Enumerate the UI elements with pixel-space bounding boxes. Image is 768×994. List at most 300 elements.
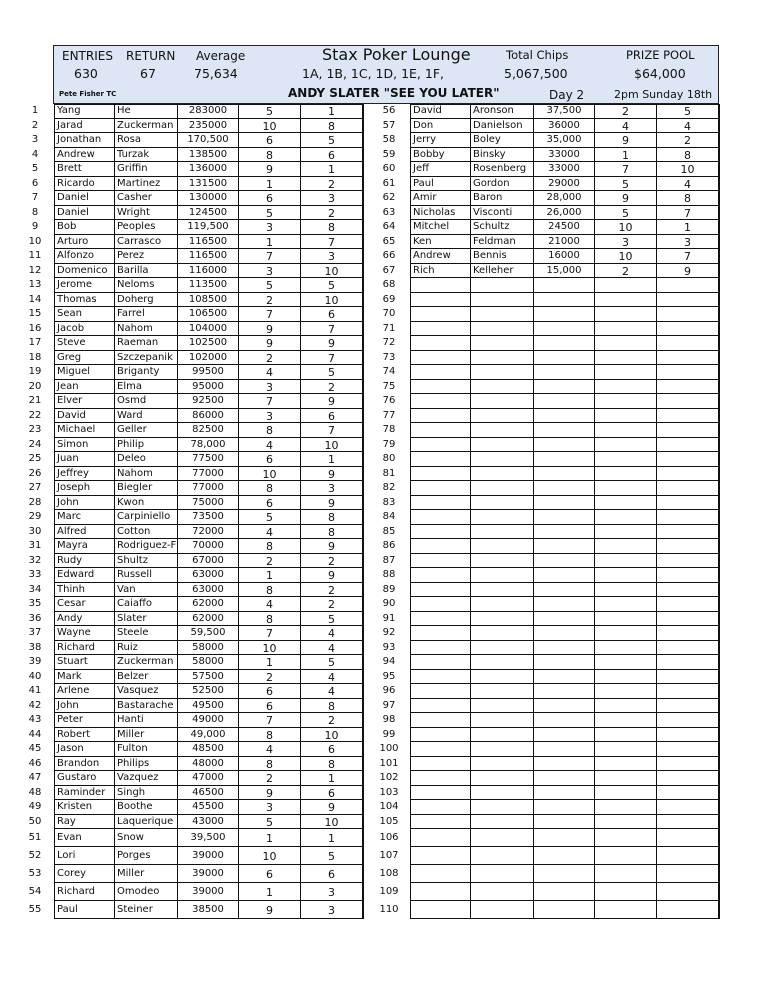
- table-no-cell: [595, 293, 657, 308]
- first-name-cell: [410, 829, 471, 847]
- row-number: 39: [28, 656, 42, 668]
- table-no-cell: [595, 568, 657, 583]
- table-no-cell: [595, 496, 657, 511]
- table-no-cell: 7: [239, 626, 301, 641]
- last-name-cell: [471, 713, 534, 728]
- row-number: 86: [382, 540, 396, 552]
- row-number: 23: [28, 424, 42, 436]
- table-no-cell: 3: [239, 264, 301, 279]
- row-number: 7: [31, 192, 39, 204]
- seat-no-cell: [657, 728, 719, 743]
- chips-cell: 102500: [178, 336, 239, 351]
- last-name-cell: [471, 771, 534, 786]
- first-name-cell: [410, 865, 471, 883]
- first-name-cell: Alfred: [54, 525, 115, 540]
- chips-cell: 70000: [178, 539, 239, 554]
- table-no-cell: [595, 815, 657, 830]
- seat-no-cell: 5: [301, 655, 363, 670]
- row-number: 61: [382, 177, 396, 189]
- last-name-cell: Shultz: [115, 554, 178, 569]
- seat-no-cell: 8: [657, 191, 719, 206]
- last-name-cell: Binsky: [471, 148, 534, 163]
- row-number: 15: [28, 308, 42, 320]
- chips-cell: [534, 539, 595, 554]
- seat-no-cell: 6: [301, 865, 363, 883]
- seat-no-cell: 1: [301, 771, 363, 786]
- row-number: 79: [382, 438, 396, 450]
- row-number: 68: [382, 279, 396, 291]
- first-name-cell: Sean: [54, 307, 115, 322]
- seat-no-cell: 4: [301, 641, 363, 656]
- table-no-cell: 9: [595, 133, 657, 148]
- table-no-cell: [595, 583, 657, 598]
- row-number: 12: [28, 264, 42, 276]
- return-value: 67: [140, 66, 156, 81]
- row-number: 75: [382, 380, 396, 392]
- last-name-cell: [471, 293, 534, 308]
- seat-no-cell: 8: [301, 119, 363, 134]
- last-name-cell: [471, 641, 534, 656]
- row-number: 63: [382, 206, 396, 218]
- last-name-cell: Schultz: [471, 220, 534, 235]
- row-number: 11: [28, 250, 42, 262]
- table-no-cell: [595, 597, 657, 612]
- table-no-cell: 10: [239, 119, 301, 134]
- chips-cell: [534, 699, 595, 714]
- seat-no-cell: 1: [301, 452, 363, 467]
- last-name-cell: Hanti: [115, 713, 178, 728]
- last-name-cell: Nahom: [115, 467, 178, 482]
- last-name-cell: [471, 539, 534, 554]
- chips-cell: [534, 365, 595, 380]
- seat-no-cell: [657, 583, 719, 598]
- last-name-cell: Farrel: [115, 307, 178, 322]
- chips-cell: [534, 496, 595, 511]
- table-no-cell: 5: [595, 177, 657, 192]
- last-name-cell: Miller: [115, 728, 178, 743]
- chips-cell: [534, 626, 595, 641]
- first-name-cell: [410, 742, 471, 757]
- seat-no-cell: 1: [301, 162, 363, 177]
- seat-no-cell: 2: [301, 554, 363, 569]
- chips-cell: 39000: [178, 883, 239, 901]
- first-name-cell: Jeff: [410, 162, 471, 177]
- seat-no-cell: 2: [301, 583, 363, 598]
- row-number: 60: [382, 163, 396, 175]
- row-number: 100: [379, 743, 399, 755]
- seat-no-cell: 9: [301, 568, 363, 583]
- table-no-cell: 1: [239, 568, 301, 583]
- last-name-cell: Van: [115, 583, 178, 598]
- seat-no-cell: 6: [301, 409, 363, 424]
- table-no-cell: [595, 351, 657, 366]
- first-name-cell: [410, 699, 471, 714]
- seat-no-cell: 4: [301, 684, 363, 699]
- seat-no-cell: 7: [301, 351, 363, 366]
- first-name-cell: [410, 525, 471, 540]
- table-no-cell: [595, 757, 657, 772]
- last-name-cell: Briganty: [115, 365, 178, 380]
- return-label: RETURN: [126, 49, 176, 63]
- table-no-cell: 1: [239, 177, 301, 192]
- seat-no-cell: [657, 684, 719, 699]
- last-name-cell: Rodriguez-F: [115, 539, 178, 554]
- row-number: 107: [379, 850, 399, 861]
- seat-no-cell: [657, 670, 719, 685]
- table-no-cell: 10: [595, 220, 657, 235]
- chips-cell: [534, 612, 595, 627]
- last-name-cell: Slater: [115, 612, 178, 627]
- chips-cell: 138500: [178, 148, 239, 163]
- row-number: 91: [382, 612, 396, 624]
- row-number: 27: [28, 482, 42, 494]
- chips-cell: 116500: [178, 249, 239, 264]
- chips-cell: [534, 351, 595, 366]
- table-no-cell: 8: [239, 481, 301, 496]
- last-name-cell: Snow: [115, 829, 178, 847]
- first-name-cell: [410, 847, 471, 865]
- table-no-cell: 9: [239, 786, 301, 801]
- first-name-cell: Ray: [54, 815, 115, 830]
- first-name-cell: Paul: [54, 901, 115, 919]
- row-number: 106: [379, 832, 399, 843]
- last-name-cell: Martinez: [115, 177, 178, 192]
- total-chips-label: Total Chips: [506, 48, 569, 62]
- seat-no-cell: 5: [657, 104, 719, 119]
- last-name-cell: Steele: [115, 626, 178, 641]
- chips-cell: 39,500: [178, 829, 239, 847]
- first-name-cell: [410, 539, 471, 554]
- table-no-cell: 6: [239, 496, 301, 511]
- first-name-cell: Arlene: [54, 684, 115, 699]
- last-name-cell: Neloms: [115, 278, 178, 293]
- last-name-cell: [471, 394, 534, 409]
- chips-cell: [534, 423, 595, 438]
- last-name-cell: Peoples: [115, 220, 178, 235]
- row-number: 20: [28, 380, 42, 392]
- row-number: 96: [382, 685, 396, 697]
- seat-no-cell: 3: [301, 883, 363, 901]
- first-name-cell: Jerome: [54, 278, 115, 293]
- chips-cell: 62000: [178, 612, 239, 627]
- table-no-cell: [595, 423, 657, 438]
- seat-no-cell: 8: [301, 525, 363, 540]
- first-name-cell: Elver: [54, 394, 115, 409]
- first-name-cell: Rudy: [54, 554, 115, 569]
- row-number: 108: [379, 868, 399, 879]
- first-name-cell: [410, 883, 471, 901]
- last-name-cell: Ruiz: [115, 641, 178, 656]
- chips-cell: 38500: [178, 901, 239, 919]
- table-no-cell: 2: [239, 351, 301, 366]
- chips-cell: [534, 655, 595, 670]
- seat-no-cell: 3: [657, 235, 719, 250]
- row-number: 36: [28, 612, 42, 624]
- row-number: 70: [382, 308, 396, 320]
- seat-no-cell: [657, 699, 719, 714]
- last-name-cell: [471, 438, 534, 453]
- last-name-cell: Casher: [115, 191, 178, 206]
- table-no-cell: 10: [239, 847, 301, 865]
- chips-cell: 119,500: [178, 220, 239, 235]
- chips-cell: 16000: [534, 249, 595, 264]
- row-number: 77: [382, 409, 396, 421]
- chips-cell: 49500: [178, 699, 239, 714]
- first-name-cell: [410, 496, 471, 511]
- last-name-cell: [471, 452, 534, 467]
- table-no-cell: [595, 438, 657, 453]
- table-no-cell: [595, 699, 657, 714]
- first-name-cell: Don: [410, 119, 471, 134]
- chips-cell: 62000: [178, 597, 239, 612]
- seat-no-cell: [657, 394, 719, 409]
- chips-cell: 24500: [534, 220, 595, 235]
- table-no-cell: 3: [239, 800, 301, 815]
- table-no-cell: [595, 554, 657, 569]
- table-no-cell: 8: [239, 583, 301, 598]
- last-name-cell: Barilla: [115, 264, 178, 279]
- seat-no-cell: 9: [301, 800, 363, 815]
- last-name-cell: [471, 365, 534, 380]
- row-number: 44: [28, 728, 42, 740]
- row-number: 87: [382, 554, 396, 566]
- first-name-cell: Richard: [54, 641, 115, 656]
- chips-cell: 113500: [178, 278, 239, 293]
- last-name-cell: Zuckerman: [115, 119, 178, 134]
- banner-text: ANDY SLATER "SEE YOU LATER": [288, 86, 500, 100]
- last-name-cell: [471, 742, 534, 757]
- table-no-cell: 6: [239, 699, 301, 714]
- seat-no-cell: [657, 365, 719, 380]
- last-name-cell: He: [115, 104, 178, 119]
- last-name-cell: Turzak: [115, 148, 178, 163]
- first-name-cell: [410, 423, 471, 438]
- first-name-cell: Wayne: [54, 626, 115, 641]
- last-name-cell: [471, 322, 534, 337]
- first-name-cell: Raminder: [54, 786, 115, 801]
- first-name-cell: Andrew: [410, 249, 471, 264]
- seat-no-cell: [657, 554, 719, 569]
- seat-no-cell: 2: [657, 133, 719, 148]
- first-name-cell: [410, 481, 471, 496]
- last-name-cell: Osmd: [115, 394, 178, 409]
- row-number: 3: [31, 134, 39, 146]
- row-number: 82: [382, 482, 396, 494]
- row-number: 92: [382, 627, 396, 639]
- first-name-cell: Juan: [54, 452, 115, 467]
- first-name-cell: Kristen: [54, 800, 115, 815]
- first-name-cell: Paul: [410, 177, 471, 192]
- row-number: 13: [28, 279, 42, 291]
- seat-no-cell: 6: [301, 307, 363, 322]
- last-name-cell: [471, 655, 534, 670]
- table-no-cell: [595, 467, 657, 482]
- first-name-cell: David: [54, 409, 115, 424]
- seat-no-cell: 4: [657, 119, 719, 134]
- chips-cell: 21000: [534, 235, 595, 250]
- seat-no-cell: [657, 742, 719, 757]
- chips-cell: 102000: [178, 351, 239, 366]
- row-number: 69: [382, 293, 396, 305]
- last-name-cell: Kelleher: [471, 264, 534, 279]
- last-name-cell: [471, 847, 534, 865]
- table-no-cell: 2: [595, 104, 657, 119]
- table-no-cell: 10: [239, 641, 301, 656]
- seat-no-cell: 10: [301, 264, 363, 279]
- chips-cell: [534, 684, 595, 699]
- last-name-cell: [471, 481, 534, 496]
- row-number: 49: [28, 801, 42, 813]
- seat-no-cell: 5: [301, 133, 363, 148]
- last-name-cell: [471, 901, 534, 919]
- chips-cell: 37,500: [534, 104, 595, 119]
- chips-cell: [534, 525, 595, 540]
- seat-no-cell: 4: [657, 177, 719, 192]
- first-name-cell: John: [54, 699, 115, 714]
- seat-no-cell: 9: [301, 496, 363, 511]
- chips-cell: [534, 865, 595, 883]
- day-label: Day 2: [549, 88, 585, 102]
- last-name-cell: Steiner: [115, 901, 178, 919]
- seat-no-cell: [657, 322, 719, 337]
- seat-no-cell: 5: [301, 365, 363, 380]
- seat-no-cell: 6: [301, 786, 363, 801]
- table-no-cell: 9: [239, 162, 301, 177]
- table-no-cell: [595, 829, 657, 847]
- row-number: 34: [28, 583, 42, 595]
- last-name-cell: [471, 612, 534, 627]
- table-no-cell: [595, 307, 657, 322]
- first-name-cell: Evan: [54, 829, 115, 847]
- row-number: 109: [379, 886, 399, 897]
- seat-no-cell: 7: [301, 235, 363, 250]
- row-number: 43: [28, 714, 42, 726]
- table-no-cell: 5: [595, 206, 657, 221]
- seat-no-cell: 8: [657, 148, 719, 163]
- chips-cell: 45500: [178, 800, 239, 815]
- first-name-cell: Nicholas: [410, 206, 471, 221]
- first-name-cell: [410, 771, 471, 786]
- chips-cell: 58000: [178, 655, 239, 670]
- row-number: 26: [28, 467, 42, 479]
- first-name-cell: [410, 786, 471, 801]
- first-name-cell: Brandon: [54, 757, 115, 772]
- last-name-cell: [471, 409, 534, 424]
- first-name-cell: Domenico: [54, 264, 115, 279]
- seat-no-cell: [657, 626, 719, 641]
- table-no-cell: 5: [239, 104, 301, 119]
- table-no-cell: [595, 365, 657, 380]
- row-number: 38: [28, 641, 42, 653]
- last-name-cell: [471, 510, 534, 525]
- table-no-cell: 6: [239, 133, 301, 148]
- row-number: 53: [28, 868, 42, 879]
- seat-no-cell: [657, 525, 719, 540]
- row-number: 47: [28, 772, 42, 784]
- first-name-cell: Bobby: [410, 148, 471, 163]
- seat-no-cell: [657, 438, 719, 453]
- row-number: 84: [382, 511, 396, 523]
- row-number: 18: [28, 351, 42, 363]
- seat-no-cell: [657, 278, 719, 293]
- last-name-cell: [471, 728, 534, 743]
- credit-text: Pete Fisher TC: [59, 90, 117, 98]
- entries-value: 630: [74, 66, 98, 81]
- first-name-cell: Lori: [54, 847, 115, 865]
- chips-cell: 72000: [178, 525, 239, 540]
- row-number: 16: [28, 322, 42, 334]
- chips-cell: [534, 322, 595, 337]
- seat-no-cell: 10: [301, 815, 363, 830]
- last-name-cell: Vazquez: [115, 771, 178, 786]
- first-name-cell: Jonathan: [54, 133, 115, 148]
- table-no-cell: [595, 742, 657, 757]
- chips-cell: 49,000: [178, 728, 239, 743]
- row-number: 56: [382, 105, 396, 117]
- chips-cell: 77000: [178, 481, 239, 496]
- row-number: 98: [382, 714, 396, 726]
- seat-no-cell: 7: [301, 322, 363, 337]
- table-no-cell: 4: [595, 119, 657, 134]
- table-no-cell: 7: [239, 307, 301, 322]
- first-name-cell: Simon: [54, 438, 115, 453]
- seat-no-cell: [657, 597, 719, 612]
- last-name-cell: [471, 670, 534, 685]
- row-number: 85: [382, 525, 396, 537]
- chips-cell: 63000: [178, 583, 239, 598]
- last-name-cell: Bennis: [471, 249, 534, 264]
- table-no-cell: [595, 278, 657, 293]
- table-no-cell: [595, 901, 657, 919]
- seat-no-cell: [657, 786, 719, 801]
- seat-no-cell: 2: [301, 380, 363, 395]
- first-name-cell: Thinh: [54, 583, 115, 598]
- last-name-cell: Nahom: [115, 322, 178, 337]
- seat-no-cell: 9: [301, 394, 363, 409]
- row-number: 78: [382, 424, 396, 436]
- table-no-cell: 7: [239, 394, 301, 409]
- chips-cell: [534, 829, 595, 847]
- chips-cell: [534, 757, 595, 772]
- row-number: 5: [31, 163, 39, 175]
- last-name-cell: Bastarache: [115, 699, 178, 714]
- last-name-cell: Cotton: [115, 525, 178, 540]
- row-number: 83: [382, 496, 396, 508]
- first-name-cell: Jason: [54, 742, 115, 757]
- chips-cell: 47000: [178, 771, 239, 786]
- table-no-cell: 5: [239, 278, 301, 293]
- last-name-cell: [471, 423, 534, 438]
- row-number: 74: [382, 366, 396, 378]
- first-name-cell: [410, 336, 471, 351]
- first-name-cell: Joseph: [54, 481, 115, 496]
- first-name-cell: Robert: [54, 728, 115, 743]
- row-number: 54: [28, 886, 42, 897]
- seat-no-cell: 9: [301, 336, 363, 351]
- row-number: 101: [379, 757, 399, 769]
- seat-no-cell: 7: [657, 206, 719, 221]
- first-name-cell: John: [54, 496, 115, 511]
- last-name-cell: Szczepanik: [115, 351, 178, 366]
- last-name-cell: Zuckerman: [115, 655, 178, 670]
- last-name-cell: Philips: [115, 757, 178, 772]
- row-number: 46: [28, 757, 42, 769]
- first-name-cell: [410, 438, 471, 453]
- row-number: 57: [382, 119, 396, 131]
- last-name-cell: [471, 800, 534, 815]
- table-no-cell: 2: [239, 670, 301, 685]
- chips-cell: [534, 670, 595, 685]
